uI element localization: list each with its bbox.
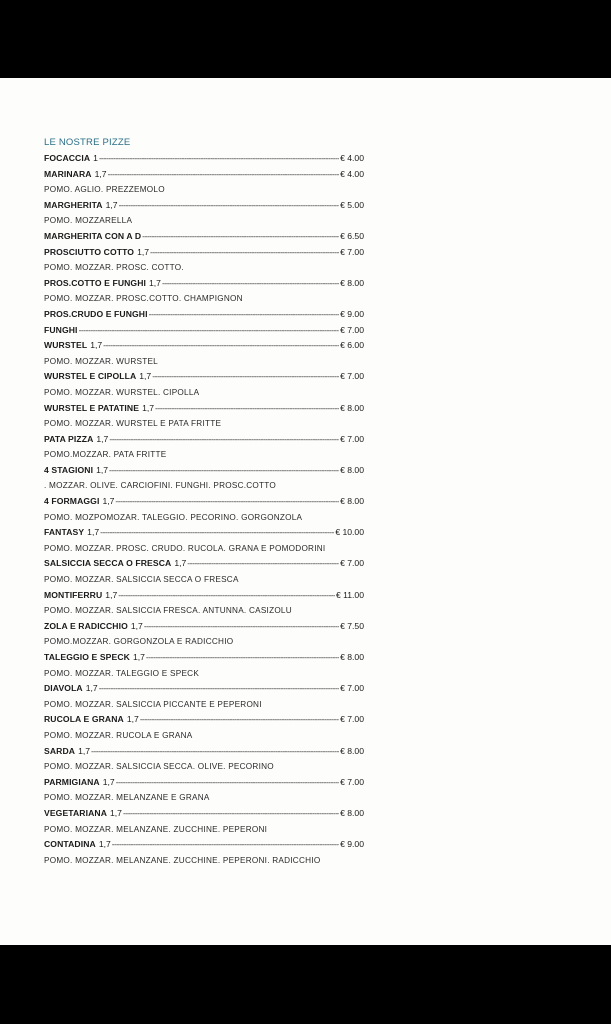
menu-item-row <box>44 307 364 323</box>
dotted-leader <box>152 369 339 385</box>
item-description: POMO. MOZZAR. MELANZANE. ZUCCHINE. PEPERONI <box>44 824 268 834</box>
item-price: € 9.00 <box>340 839 364 850</box>
dotted-leader <box>115 494 339 510</box>
item-name: MARGHERITA <box>44 199 103 210</box>
menu-item-row <box>44 619 364 635</box>
item-allergens: 1,7 <box>126 714 139 725</box>
menu-item <box>44 494 364 525</box>
bottom-black-bar <box>0 945 611 1024</box>
item-name: DIAVOLA <box>44 683 83 694</box>
dotted-leader <box>119 198 340 214</box>
item-price: € 7.00 <box>340 776 364 787</box>
menu-item-row <box>44 151 364 167</box>
item-price: € 7.00 <box>340 558 364 569</box>
menu-item <box>44 556 364 587</box>
item-price: € 8.00 <box>340 745 364 756</box>
menu-item <box>44 681 364 712</box>
menu-item-row <box>44 463 364 479</box>
item-description: POMO. MOZZARELLA <box>44 216 133 226</box>
menu-item-row <box>44 837 364 853</box>
item-price: € 4.00 <box>340 168 364 179</box>
dotted-leader <box>116 775 339 791</box>
dotted-leader <box>123 806 339 822</box>
item-price: € 7.00 <box>340 714 364 725</box>
item-description: POMO. AGLIO. PREZZEMOLO <box>44 185 165 195</box>
menu-item-row <box>44 167 364 183</box>
dotted-leader <box>112 837 339 853</box>
menu-item-row <box>44 525 364 541</box>
item-allergens: 1,7 <box>85 683 98 694</box>
menu-item-row <box>44 806 364 822</box>
item-description: POMO. MOZZAR. WURSTEL <box>44 356 158 366</box>
item-price: € 8.00 <box>340 496 364 507</box>
item-price: € 4.00 <box>340 153 364 163</box>
menu-item-row <box>44 744 364 760</box>
item-name: PATA PIZZA <box>44 433 94 444</box>
item-description: POMO. MOZPOMOZAR. TALEGGIO. PECORINO. GORGONZOLA <box>44 512 303 522</box>
item-allergens: 1,7 <box>174 558 187 569</box>
menu-item <box>44 276 364 307</box>
dotted-leader <box>140 712 339 728</box>
item-allergens: 1,7 <box>87 527 100 538</box>
dotted-leader <box>149 307 339 323</box>
item-name: CONTADINA <box>44 839 96 850</box>
item-price: € 11.00 <box>335 589 364 600</box>
item-description: POMO. MOZZAR. PROSC. CRUDO. RUCOLA. GRANA E POMODORINI <box>44 543 326 553</box>
item-description: . MOZZAR. OLIVE. CARCIOFINI. FUNGHI. PROSC.COTTO <box>44 481 277 491</box>
item-name: MARGHERITA CON A D <box>44 230 142 241</box>
item-name: WURSTEL <box>44 340 88 351</box>
item-allergens: 1,7 <box>102 776 115 787</box>
dotted-leader <box>91 744 339 760</box>
item-price: € 10.00 <box>335 527 364 538</box>
item-name: PROS.COTTO E FUNGHI <box>44 277 147 288</box>
dotted-leader <box>103 338 339 354</box>
item-allergens: 1,7 <box>132 652 145 662</box>
item-description: POMO. MOZZAR. PROSC. COTTO. <box>44 263 184 273</box>
menu-item <box>44 307 364 323</box>
dotted-leader <box>162 276 339 292</box>
item-name: FANTASY <box>44 527 85 538</box>
item-allergens: 1,7 <box>105 589 118 600</box>
dotted-leader <box>99 151 339 167</box>
menu-item-row <box>44 245 364 261</box>
menu-item <box>44 712 364 743</box>
dotted-leader <box>100 525 334 541</box>
item-allergens: 1,7 <box>90 340 103 351</box>
menu-item-row <box>44 494 364 510</box>
item-price: € 6.50 <box>340 230 364 241</box>
menu-item <box>44 837 364 868</box>
menu-item <box>44 369 364 400</box>
menu-item <box>44 167 364 198</box>
item-name: VEGETARIANA <box>44 807 108 818</box>
item-name: ZOLA E RADICCHIO <box>44 620 128 631</box>
menu-item <box>44 432 364 463</box>
menu-item <box>44 229 364 245</box>
item-price: € 8.00 <box>340 464 364 475</box>
pizza-menu <box>44 135 364 868</box>
item-allergens: 1,7 <box>96 433 109 444</box>
item-name: SALSICCIA SECCA O FRESCA <box>44 558 172 569</box>
menu-item-row <box>44 588 364 604</box>
item-description: POMO. MOZZAR. SALSICCIA SECCA. OLIVE. PECORINO <box>44 762 274 772</box>
item-description: POMO. MOZZAR. TALEGGIO E SPECK <box>44 668 200 678</box>
item-name: MONTIFERRU <box>44 589 103 600</box>
item-name: 4 STAGIONI <box>44 464 94 475</box>
item-description: POMO. MOZZAR. PROSC.COTTO. CHAMPIGNON <box>44 294 243 304</box>
item-name: MARINARA <box>44 168 92 179</box>
menu-item <box>44 463 364 494</box>
item-price: € 8.00 <box>340 807 364 818</box>
item-price: € 8.00 <box>340 652 364 662</box>
menu-item-row <box>44 276 364 292</box>
item-description: POMO. MOZZAR. RUCOLA E GRANA <box>44 730 193 740</box>
item-allergens: 1,7 <box>94 168 107 179</box>
item-name: PROSCIUTTO COTTO <box>44 246 135 257</box>
menu-item <box>44 650 364 681</box>
item-name: PARMIGIANA <box>44 776 100 787</box>
item-price: € 6.00 <box>340 340 364 351</box>
dotted-leader <box>79 323 340 339</box>
item-price: € 7.00 <box>340 324 364 335</box>
dotted-leader <box>118 588 335 604</box>
item-allergens: 1,7 <box>102 496 115 507</box>
menu-item-row <box>44 229 364 245</box>
item-price: € 7.00 <box>340 371 364 382</box>
item-allergens: 1,7 <box>139 371 152 382</box>
menu-item-row <box>44 650 364 666</box>
item-description: POMO.MOZZAR. PATA FRITTE <box>44 450 167 460</box>
item-allergens: 1,7 <box>98 839 111 850</box>
item-description: POMO. MOZZAR. MELANZANE E GRANA <box>44 793 210 803</box>
menu-item-row <box>44 432 364 448</box>
menu-item <box>44 525 364 556</box>
item-description: POMO. MOZZAR. WURSTEL. CIPOLLA <box>44 387 200 397</box>
menu-item <box>44 744 364 775</box>
item-allergens: 1,7 <box>149 277 161 288</box>
item-allergens: 1,7 <box>105 199 118 210</box>
item-price: € 7.00 <box>340 246 364 257</box>
menu-item-row <box>44 556 364 572</box>
menu-item-row <box>44 369 364 385</box>
menu-item <box>44 588 364 619</box>
dotted-leader <box>108 167 340 183</box>
item-price: € 9.00 <box>340 308 364 319</box>
dotted-leader <box>146 650 339 666</box>
menu-title: LE NOSTRE PIZZE <box>44 137 131 148</box>
item-name: FOCACCIA <box>44 153 91 163</box>
item-description: POMO. MOZZAR. WURSTEL E PATA FRITTE <box>44 419 222 429</box>
item-name: SARDA <box>44 745 76 756</box>
menu-item-row <box>44 775 364 791</box>
item-description: POMO. MOZZAR. SALSICCIA PICCANTE E PEPERONI <box>44 699 262 709</box>
dotted-leader <box>109 432 339 448</box>
item-allergens: 1,7 <box>137 246 150 257</box>
menu-item-row <box>44 338 364 354</box>
dotted-leader <box>142 229 339 245</box>
item-allergens: 1,7 <box>78 745 91 756</box>
item-name: 4 FORMAGGI <box>44 496 100 507</box>
item-name: PROS.CRUDO E FUNGHI <box>44 308 148 319</box>
item-description: POMO. MOZZAR. SALSICCIA SECCA O FRESCA <box>44 575 239 585</box>
item-name: TALEGGIO E SPECK <box>44 652 130 662</box>
item-name: WURSTEL E CIPOLLA <box>44 371 137 382</box>
dotted-leader <box>144 619 339 635</box>
menu-item <box>44 151 364 167</box>
item-description: POMO.MOZZAR. GORGONZOLA E RADICCHIO <box>44 637 234 647</box>
menu-item-row <box>44 401 364 417</box>
menu-item <box>44 401 364 432</box>
item-price: € 7.00 <box>340 683 364 694</box>
dotted-leader <box>187 556 339 572</box>
menu-item-list <box>44 151 364 868</box>
item-allergens: 1,7 <box>110 807 122 818</box>
item-price: € 8.00 <box>340 277 364 288</box>
dotted-leader <box>99 681 339 697</box>
item-description: POMO. MOZZAR. MELANZANE. ZUCCHINE. PEPERONI. RADICCHIO <box>44 855 321 865</box>
menu-item-row <box>44 323 364 339</box>
item-name: FUNGHI <box>44 324 78 335</box>
item-price: € 7.50 <box>340 620 364 631</box>
dotted-leader <box>150 245 339 261</box>
item-allergens: 1,7 <box>96 464 109 475</box>
item-price: € 7.00 <box>340 433 364 444</box>
item-price: € 5.00 <box>340 199 364 210</box>
item-price: € 8.00 <box>340 402 364 413</box>
menu-item <box>44 323 364 339</box>
item-allergens: 1,7 <box>142 402 155 413</box>
dotted-leader <box>109 463 339 479</box>
menu-page <box>0 78 611 945</box>
menu-item <box>44 619 364 650</box>
item-name: RUCOLA E GRANA <box>44 714 124 725</box>
item-description: POMO. MOZZAR. SALSICCIA FRESCA. ANTUNNA. CASIZOLU <box>44 606 292 616</box>
menu-item-row <box>44 198 364 214</box>
menu-item-row <box>44 712 364 728</box>
menu-item <box>44 806 364 837</box>
item-allergens: 1,7 <box>130 620 143 631</box>
item-allergens: 1 <box>93 153 98 163</box>
menu-item-row <box>44 681 364 697</box>
item-name: WURSTEL E PATATINE <box>44 402 140 413</box>
menu-item <box>44 245 364 276</box>
menu-item <box>44 338 364 369</box>
menu-item <box>44 198 364 229</box>
dotted-leader <box>155 401 339 417</box>
menu-item <box>44 775 364 806</box>
